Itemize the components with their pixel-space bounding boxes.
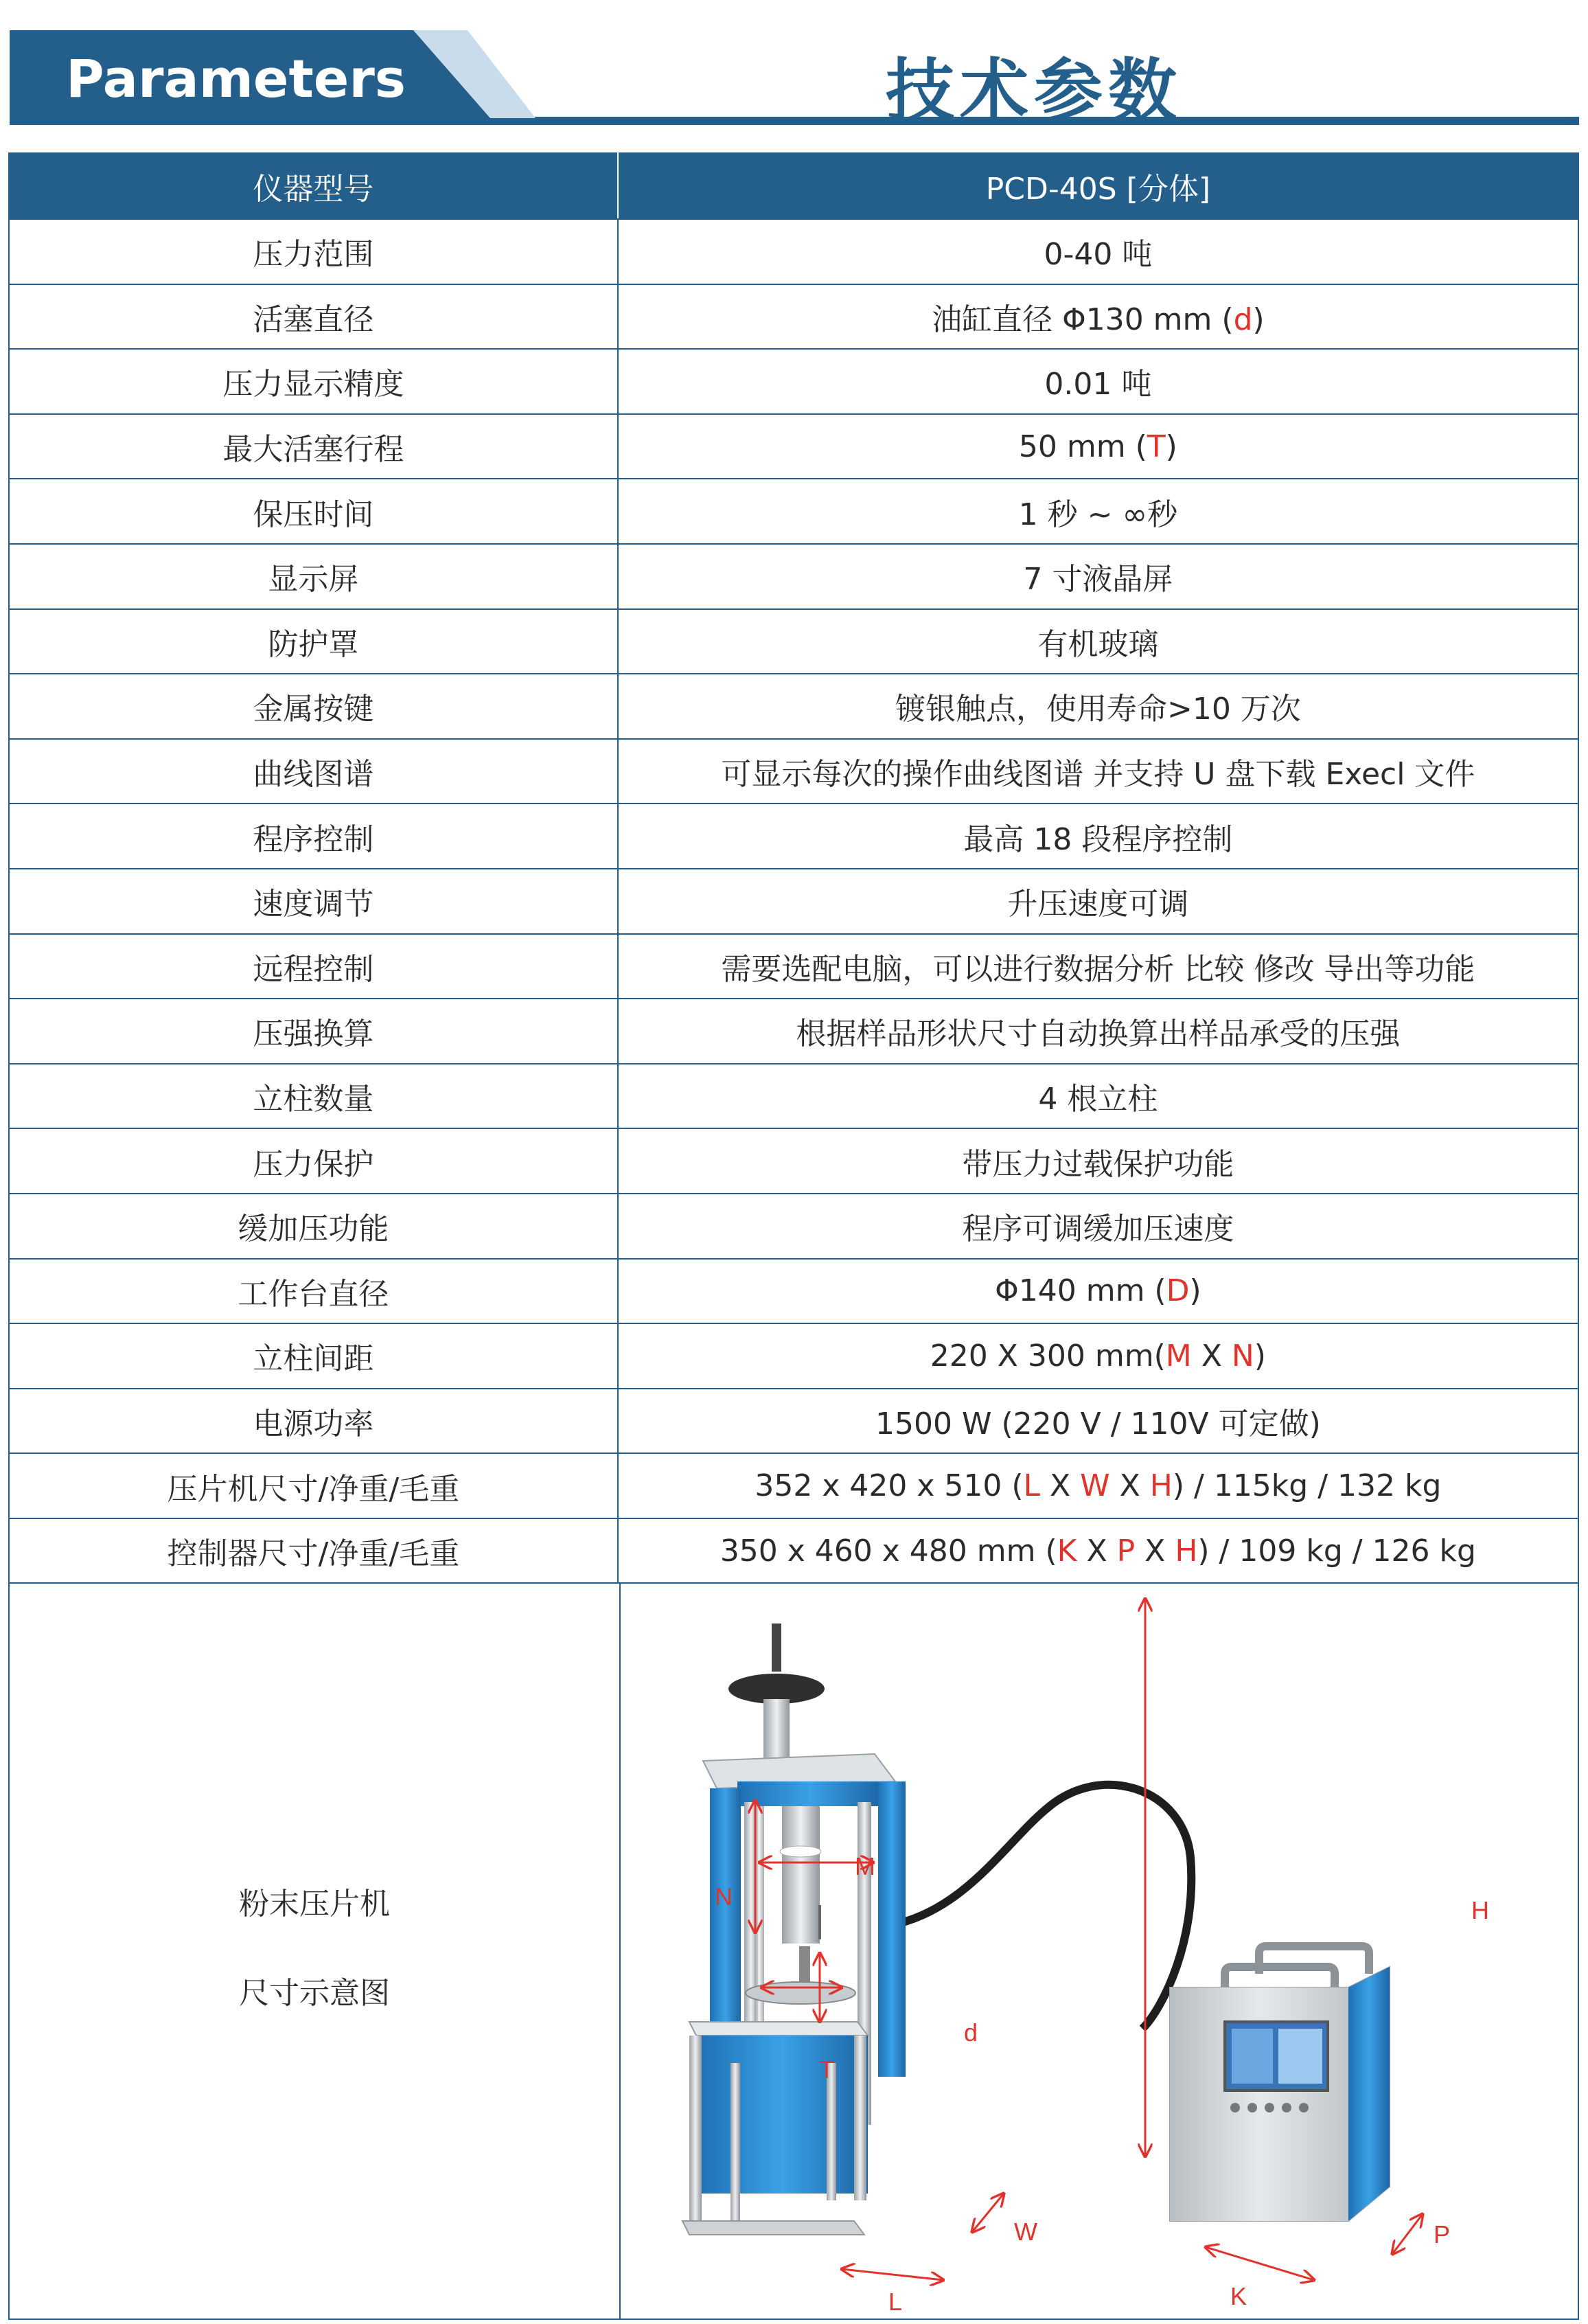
- table-row: [9, 349, 1578, 414]
- value-text: X: [1040, 1468, 1081, 1504]
- value-text: 4 根立柱: [1038, 1082, 1158, 1117]
- param-value-cell: [618, 544, 1578, 609]
- dimension-code: N: [1231, 1338, 1254, 1374]
- param-name-cell: 金属按键: [9, 674, 618, 739]
- value-text: X: [1135, 1533, 1175, 1569]
- table-row: [9, 869, 1578, 934]
- table-row: [9, 674, 1578, 739]
- controller-unit: [1170, 1946, 1390, 2221]
- dimension-code: P: [1116, 1533, 1136, 1569]
- param-name-cell: 缓加压功能: [9, 1194, 618, 1259]
- param-name-cell: 压片机尺寸/净重/毛重: [9, 1453, 618, 1518]
- page-header: [0, 0, 1588, 130]
- param-value-cell: [618, 1389, 1578, 1454]
- table-row: [9, 1194, 1578, 1259]
- param-name-cell: 速度调节: [9, 869, 618, 934]
- param-name-cell: 压强换算: [9, 999, 618, 1064]
- param-name-cell: 防护罩: [9, 609, 618, 674]
- value-text: ): [1189, 1273, 1201, 1309]
- param-value-cell: [618, 1194, 1578, 1259]
- value-text: ) / 115kg / 132 kg: [1172, 1468, 1442, 1504]
- diagram-row: [8, 1582, 1579, 2320]
- param-value-cell: [618, 739, 1578, 804]
- dimension-code: T: [1147, 429, 1166, 464]
- header-tab-label: Parameters: [66, 48, 406, 109]
- dim-label-d: d: [963, 2018, 978, 2047]
- dim-arrow-l: [842, 2269, 943, 2280]
- param-name-cell: 控制器尺寸/净重/毛重: [9, 1518, 618, 1584]
- header-cell-name: 仪器型号: [9, 153, 618, 219]
- param-name-cell: 保压时间: [9, 479, 618, 544]
- param-value-cell: [618, 999, 1578, 1064]
- param-value-cell: [618, 219, 1578, 284]
- param-value-cell: [618, 414, 1578, 479]
- param-value-cell: [618, 1518, 1578, 1584]
- value-text: 1 秒 ~ ∞秒: [1018, 497, 1178, 532]
- value-text: 有机玻璃: [1037, 626, 1159, 662]
- table-row: [9, 609, 1578, 674]
- param-value-cell: [618, 804, 1578, 869]
- param-name-cell: 压力范围: [9, 219, 618, 284]
- table-row: [9, 804, 1578, 869]
- value-text: 0-40 吨: [1044, 237, 1153, 273]
- value-text: 最高 18 段程序控制: [963, 821, 1233, 857]
- dimension-code: K: [1057, 1533, 1077, 1569]
- param-value-cell: [618, 869, 1578, 934]
- value-text: X: [1109, 1468, 1150, 1504]
- value-text: 根据样品形状尺寸自动换算出样品承受的压强: [796, 1016, 1401, 1052]
- dim-arrow-p: [1392, 2214, 1423, 2254]
- value-text: X: [1191, 1338, 1232, 1374]
- value-text: 可显示每次的操作曲线图谱 并支持 U 盘下载 Execl 文件: [721, 757, 1475, 793]
- param-name-cell: 曲线图谱: [9, 739, 618, 804]
- value-text: 程序可调缓加压速度: [962, 1211, 1234, 1247]
- value-text: 镀银触点，使用寿命>10 万次: [895, 692, 1301, 727]
- param-value-cell: [618, 1323, 1578, 1389]
- press-machine: [682, 1624, 1191, 2235]
- param-name-cell: 立柱数量: [9, 1064, 618, 1129]
- table-row: [9, 1128, 1578, 1194]
- dimension-code: D: [1166, 1273, 1190, 1309]
- dim-label-t: T: [819, 2055, 834, 2084]
- value-text: 7 寸液晶屏: [1023, 562, 1173, 597]
- value-text: 350 x 460 x 480 mm (: [720, 1533, 1057, 1569]
- table-row: [9, 934, 1578, 999]
- table-row: [9, 1518, 1578, 1584]
- value-text: X: [1077, 1533, 1117, 1569]
- value-text: 50 mm (: [1018, 429, 1147, 464]
- param-name-cell: 活塞直径: [9, 284, 618, 350]
- param-name-cell: 压力显示精度: [9, 349, 618, 414]
- param-name-cell: 立柱间距: [9, 1323, 618, 1389]
- dim-label-w: W: [1014, 2218, 1037, 2246]
- table-row: [9, 739, 1578, 804]
- value-text: 220 X 300 mm(: [930, 1338, 1166, 1374]
- value-text: 352 x 420 x 510 (: [755, 1468, 1024, 1504]
- value-text: ): [1165, 429, 1177, 464]
- dimension-code: H: [1149, 1468, 1173, 1504]
- value-text: ): [1254, 1338, 1266, 1374]
- table-row: [9, 544, 1578, 609]
- parameters-table: [8, 152, 1579, 1584]
- value-text: 升压速度可调: [1007, 887, 1189, 922]
- value-text: Φ140 mm (: [995, 1273, 1166, 1309]
- table-row: [9, 1323, 1578, 1389]
- dimension-code: d: [1233, 301, 1253, 337]
- param-name-cell: 程序控制: [9, 804, 618, 869]
- param-value-cell: [618, 1128, 1578, 1194]
- param-value-cell: [618, 934, 1578, 999]
- param-value-cell: [618, 479, 1578, 544]
- value-text: 1500 W (220 V / 110V 可定做): [875, 1406, 1321, 1442]
- table-row: [9, 1259, 1578, 1324]
- value-text: 需要选配电脑，可以进行数据分析 比较 修改 导出等功能: [721, 951, 1475, 987]
- dimension-code: H: [1175, 1533, 1198, 1569]
- param-value-cell: [618, 1453, 1578, 1518]
- value-text: ) / 109 kg / 126 kg: [1197, 1533, 1476, 1569]
- dim-label-k: K: [1230, 2282, 1247, 2310]
- table-row: [9, 1064, 1578, 1129]
- dimension-code: M: [1165, 1338, 1192, 1374]
- table-row: [9, 479, 1578, 544]
- table-row: [9, 414, 1578, 479]
- table-row: [9, 219, 1578, 284]
- param-name-cell: 电源功率: [9, 1389, 618, 1454]
- dim-arrow-k: [1206, 2247, 1314, 2280]
- value-text: 带压力过载保护功能: [962, 1146, 1234, 1182]
- dim-label-p: P: [1433, 2220, 1451, 2248]
- header-cell-value: PCD-40S [分体]: [618, 153, 1578, 219]
- table-row: [9, 1389, 1578, 1454]
- value-text: 0.01 吨: [1044, 367, 1152, 402]
- value-text: 油缸直径 Φ130 mm (: [932, 301, 1234, 337]
- table-row: [9, 284, 1578, 350]
- dimension-code: L: [1023, 1468, 1040, 1504]
- dim-arrow-w: [972, 2194, 1004, 2232]
- param-value-cell: [618, 349, 1578, 414]
- table-header-row: [9, 153, 1578, 219]
- param-value-cell: [618, 609, 1578, 674]
- page-title: 技术参数: [886, 51, 1182, 131]
- value-text: ): [1252, 301, 1265, 337]
- param-value-cell: [618, 1064, 1578, 1129]
- diagram-label-subtitle: 尺寸示意图: [239, 1976, 390, 2011]
- dim-label-l: L: [888, 2288, 903, 2316]
- param-name-cell: 最大活塞行程: [9, 414, 618, 479]
- dim-label-m: M: [855, 1852, 875, 1880]
- press-dimension-diagram: [621, 1582, 1579, 2319]
- dim-label-h: H: [1471, 1896, 1489, 1924]
- diagram-label-title: 粉末压片机: [239, 1887, 390, 1922]
- param-value-cell: [618, 1259, 1578, 1324]
- param-value-cell: [618, 284, 1578, 350]
- table-row: [9, 999, 1578, 1064]
- param-name-cell: 显示屏: [9, 544, 618, 609]
- table-row: [9, 1453, 1578, 1518]
- param-value-cell: [618, 674, 1578, 739]
- dimension-code: W: [1080, 1468, 1110, 1504]
- param-name-cell: 远程控制: [9, 934, 618, 999]
- dim-label-n: N: [715, 1882, 733, 1911]
- param-name-cell: 压力保护: [9, 1128, 618, 1194]
- param-name-cell: 工作台直径: [9, 1259, 618, 1324]
